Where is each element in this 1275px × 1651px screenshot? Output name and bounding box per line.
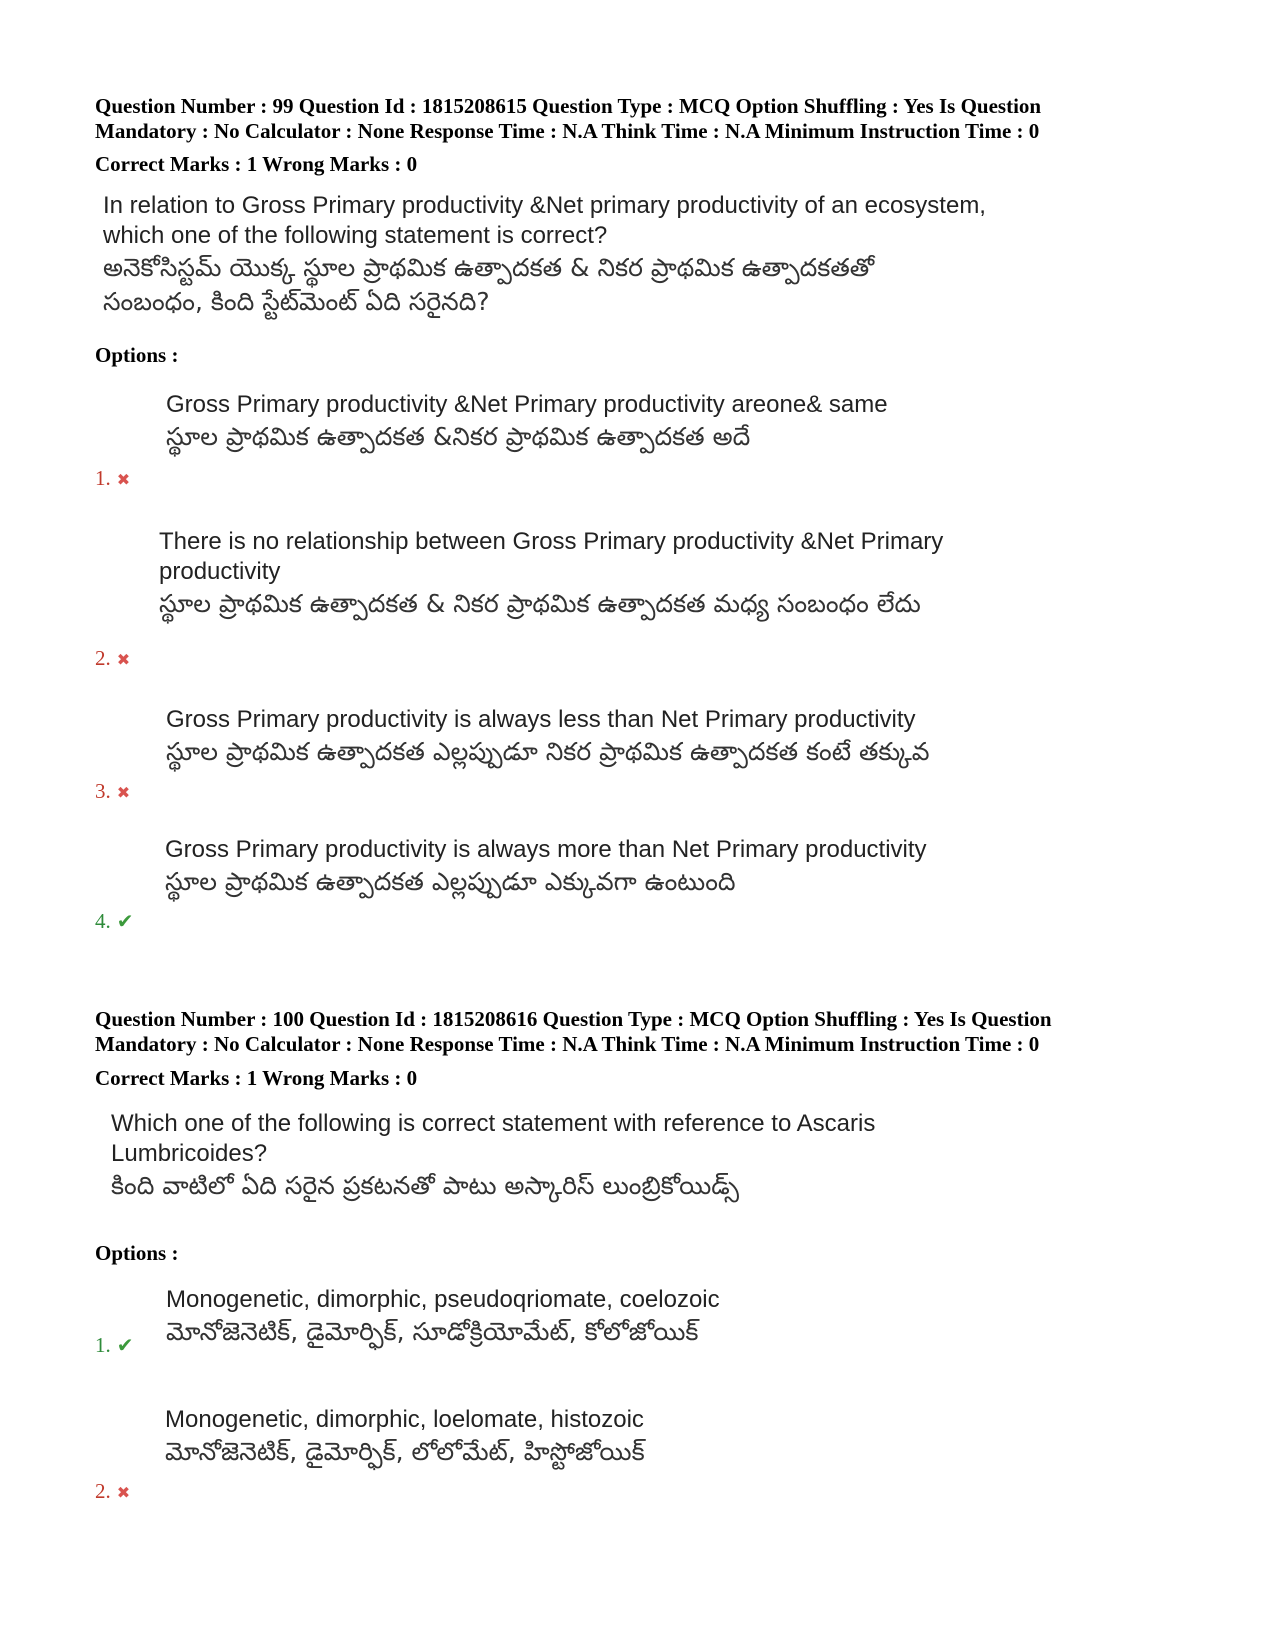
q100-option-2-text xyxy=(165,1405,1165,1469)
q99-meta-line2: Mandatory : No Calculator : None Response Time : N.A Think Time : N.A Minimum Instruction Time : 0 xyxy=(95,119,1040,143)
q100-question xyxy=(111,1109,1111,1203)
q100-option-1-number: 1. xyxy=(95,1333,111,1357)
cross-icon: ✖ xyxy=(116,470,131,489)
q99-meta xyxy=(95,94,1215,144)
q100-marks: Correct Marks : 1 Wrong Marks : 0 xyxy=(95,1066,418,1090)
q99-question-te-1: అనెకోసిస్టమ్ యొక్క స్థూల ప్రాథమిక ఉత్పాదకత & నికర ప్రాథమిక ఉత్పాదకతతో xyxy=(103,253,875,282)
q99-meta-line1: Question Number : 99 Question Id : 1815208615 Question Type : MCQ Option Shuffling : Yes Is Question xyxy=(95,94,1042,118)
q100-question-en-2: Lumbricoides? xyxy=(111,1140,268,1167)
q99-option-3-en: Gross Primary productivity is always less than Net Primary productivity xyxy=(166,706,916,733)
q99-question-en-2: which one of the following statement is correct? xyxy=(103,222,608,249)
check-icon: ✔ xyxy=(116,909,134,933)
q99-option-1-text xyxy=(166,390,1166,454)
cross-icon: ✖ xyxy=(116,1483,131,1502)
q99-option-3-number: 3. xyxy=(95,779,111,803)
q99-option-3-text xyxy=(166,705,1216,769)
q99-option-2-marker xyxy=(95,646,130,672)
q99-option-4-number: 4. xyxy=(95,909,111,933)
q100-question-en-1: Which one of the following is correct statement with reference to Ascaris xyxy=(111,1110,876,1137)
q99-option-3-te: స్థూల ప్రాథమిక ఉత్పాదకత ఎల్లప్పుడూ నికర ప్రాథమిక ఉత్పాదకత కంటే తక్కువ xyxy=(166,737,930,766)
q100-option-2-marker xyxy=(95,1479,130,1505)
q100-option-1-marker xyxy=(95,1333,134,1357)
check-icon: ✔ xyxy=(116,1333,134,1357)
q99-option-1-number: 1. xyxy=(95,466,111,490)
q99-option-4-en: Gross Primary productivity is always more than Net Primary productivity xyxy=(165,836,927,863)
cross-icon: ✖ xyxy=(116,650,131,669)
q99-question-te-2: సంబంధం, కింది స్టేట్‌మెంట్ ఏది సరైనది? xyxy=(103,287,490,316)
q100-options-label: Options : xyxy=(95,1241,179,1265)
q99-option-4-marker xyxy=(95,909,134,933)
q100-question-te-1: కింది వాటిలో ఏది సరైన ప్రకటనతో పాటు అస్కారిస్ లుంబ్రికోయిడ్స్ xyxy=(111,1171,740,1200)
q99-option-2-en-2: productivity xyxy=(159,558,281,585)
q99-question xyxy=(103,191,1103,319)
q100-option-1-text xyxy=(166,1285,1166,1349)
q100-option-2-number: 2. xyxy=(95,1479,111,1503)
q100-meta-line1: Question Number : 100 Question Id : 1815208616 Question Type : MCQ Option Shuffling : Yes Is Question xyxy=(95,1007,1052,1031)
q99-option-1-en: Gross Primary productivity &Net Primary productivity areone& same xyxy=(166,391,888,418)
q99-option-2-text xyxy=(159,527,1209,621)
q99-option-4-te: స్థూల ప్రాథమిక ఉత్పాదకత ఎల్లప్పుడూ ఎక్కువగా ఉంటుంది xyxy=(165,867,736,896)
cross-icon: ✖ xyxy=(116,783,131,802)
q100-meta xyxy=(95,1007,1215,1057)
q100-meta-line2: Mandatory : No Calculator : None Response Time : N.A Think Time : N.A Minimum Instruction Time : 0 xyxy=(95,1032,1040,1056)
q99-option-1-marker xyxy=(95,466,130,492)
q99-option-4-text xyxy=(165,835,1215,899)
q99-options-label: Options : xyxy=(95,343,179,367)
q100-option-2-te: మోనోజెనెటిక్, డైమోర్ఫిక్, లోలోమేట్, హిస్టోజోయిక్ xyxy=(165,1437,645,1466)
q100-option-2-en: Monogenetic, dimorphic, loelomate, histozoic xyxy=(165,1406,644,1433)
q99-option-3-marker xyxy=(95,779,130,805)
q99-option-2-number: 2. xyxy=(95,646,111,670)
q100-option-1-en: Monogenetic, dimorphic, pseudoqriomate, coelozoic xyxy=(166,1286,720,1313)
q99-question-en-1: In relation to Gross Primary productivity &Net primary productivity of an ecosystem, xyxy=(103,192,986,219)
q99-option-2-te: స్థూల ప్రాథమిక ఉత్పాదకత & నికర ప్రాథమిక ఉత్పాదకత మధ్య సంబంధం లేదు xyxy=(159,589,921,618)
q100-option-1-te: మోనోజెనెటిక్, డైమోర్ఫిక్, సూడోక్రియోమేట్, కోలోజోయిక్ xyxy=(166,1317,699,1346)
q99-option-2-en-1: There is no relationship between Gross Primary productivity &Net Primary xyxy=(159,528,944,555)
q99-option-1-te: స్థూల ప్రాథమిక ఉత్పాదకత &నికర ప్రాథమిక ఉత్పాదకత అదే xyxy=(166,422,751,451)
q99-marks: Correct Marks : 1 Wrong Marks : 0 xyxy=(95,152,418,176)
